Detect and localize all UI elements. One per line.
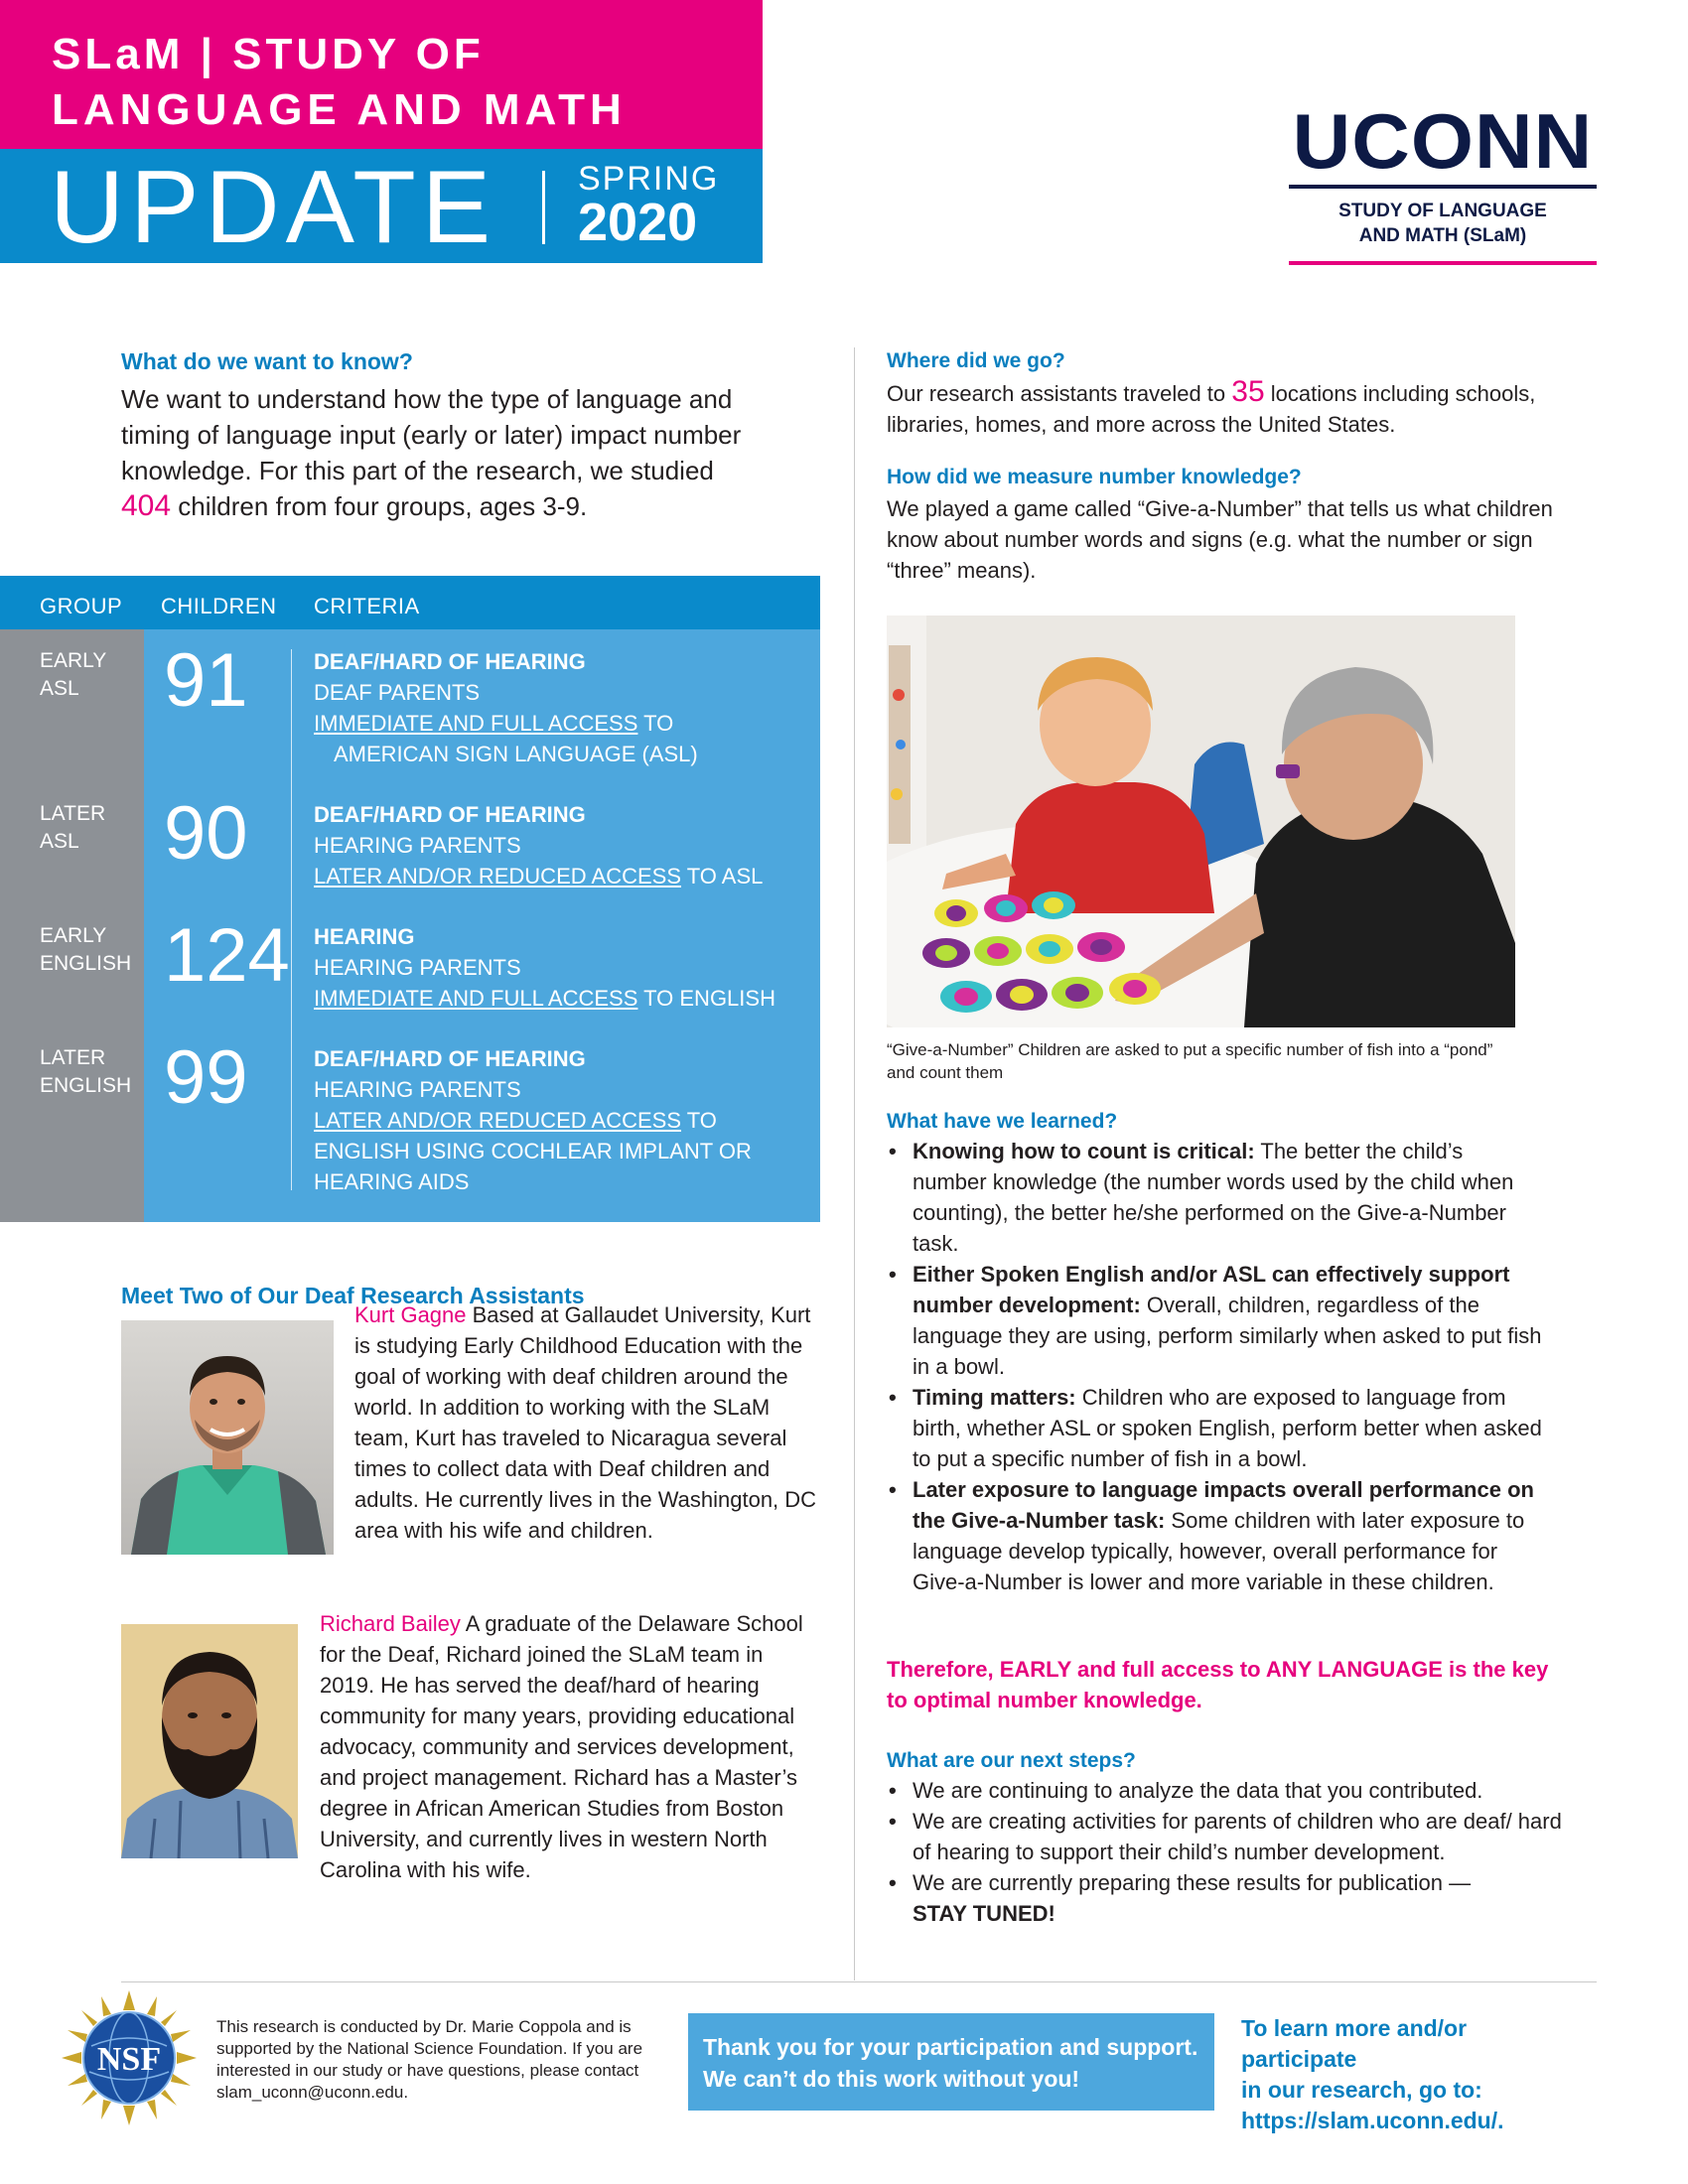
table-vertical-rule [291,649,292,1190]
criteria-parents: HEARING PARENTS [314,1077,521,1102]
intro-text-after: children from four groups, ages 3-9. [178,491,588,521]
where-paragraph [887,376,1602,440]
intro-text: We want to understand how the type of language and timing of language input (early or later) impact number knowledge. For this part of the research, we studied [121,384,742,485]
criteria-access [314,1105,810,1136]
header-title: UPDATE [50,150,497,265]
criteria-access-extra: HEARING AIDS [314,1169,470,1194]
criteria-parents: DEAF PARENTS [314,680,481,705]
table-row-group [40,800,105,856]
learned-item-text: Some children with later exposure to language develop typically, however, overall performance for Give-a-Number is lower and more variable in these children. [913,1508,1525,1594]
table-header [0,576,820,629]
give-a-number-photo [887,615,1515,1027]
criteria-parents: HEARING PARENTS [314,955,521,980]
group-line-2: ENGLISH [40,952,132,975]
header-line-2: LANGUAGE AND MATH [52,85,627,134]
table-col-group: GROUP [40,594,123,618]
table-row-criteria [314,646,810,769]
kurt-name: Kurt Gagne [354,1302,467,1327]
criteria-access-rest: TO ASL [681,864,764,888]
criteria-access-underlined: LATER AND/OR REDUCED ACCESS [314,864,682,888]
kurt-bio [354,1299,821,1546]
table-row-criteria [314,921,810,1014]
table-row-children: 91 [164,638,248,723]
give-a-number-image [887,615,1515,1027]
criteria-access [314,708,810,739]
learned-item-bold: Either Spoken English and/or ASL can effectively support number development: [913,1262,1510,1317]
thanks-line-2: We can’t do this work without you! [703,2066,1080,2092]
logo-subtitle-line-1: STUDY OF LANGUAGE [1338,201,1547,221]
criteria-access [314,983,810,1014]
table-row-group [40,922,131,978]
header-divider [542,171,545,244]
nsf-logo [62,1990,197,2125]
conclusion: Therefore, EARLY and full access to ANY LANGUAGE is the key to optimal number knowledge. [887,1657,1549,1712]
where-heading: Where did we go? [887,349,1065,372]
learned-item [887,1136,1542,1259]
criteria-access-underlined: IMMEDIATE AND FULL ACCESS [314,711,638,736]
logo-subtitle [1289,199,1597,248]
criteria-access-extra: ENGLISH USING COCHLEAR IMPLANT OR [314,1139,752,1163]
criteria-bold: DEAF/HARD OF HEARING [314,649,586,674]
group-line-1: EARLY [40,649,107,672]
criteria-bold: DEAF/HARD OF HEARING [314,802,586,827]
kurt-bio-text: Based at Gallaudet University, Kurt is studying Early Childhood Education with the goal of working with deaf children around the world. In addition to working with the SLaM team, Kurt has traveled to Nicaragua several times to collect data with Deaf children and adults. He currently lives in the Washington, DC area with his wife and children. [354,1302,817,1543]
next-steps-heading: What are our next steps? [887,1749,1136,1772]
table-row-children: 124 [164,913,290,998]
group-line-2: ASL [40,830,79,853]
richard-portrait-image [121,1624,298,1858]
table-row-criteria [314,799,810,891]
learned-item-text: The better the child’s number knowledge (the number words used by the child when counting), the better he/she performed on the Give-a-Number task. [913,1139,1514,1256]
group-line-2: ENGLISH [40,1074,132,1097]
logo-pink-rule [1289,261,1597,265]
learn-line-1: To learn more and/or participate [1241,2015,1468,2072]
intro-paragraph [121,381,796,524]
learn-more [1241,2013,1579,2136]
learned-item-text: Children who are exposed to language from birth, whether ASL or spoken English, perform better when asked to put a specific number of fish in a bowl. [913,1385,1542,1471]
richard-bio [320,1608,821,1885]
criteria-access-underlined: LATER AND/OR REDUCED ACCESS [314,1108,682,1133]
criteria-access-underlined: IMMEDIATE AND FULL ACCESS [314,986,638,1011]
kurt-portrait-image [121,1320,334,1555]
measure-text: We played a game called “Give-a-Number” that tells us what children know about number words and signs (e.g. what the number or sign “three” means). [887,496,1553,583]
criteria-parents: HEARING PARENTS [314,833,521,858]
next-step-item [887,1867,1562,1929]
header-season: SPRING [578,160,720,198]
learned-list [887,1136,1542,1597]
table-col-criteria: CRITERIA [314,594,420,618]
learned-item [887,1259,1542,1382]
contact-email-link[interactable]: slam_uconn@uconn.edu [216,2083,404,2102]
kurt-photo [121,1320,334,1555]
next-steps-list [887,1775,1562,1929]
nsf-logo-text: NSF [96,2041,162,2078]
group-line-1: EARLY [40,924,107,947]
learned-item-bold: Knowing how to count is critical: [913,1139,1255,1163]
table-row-criteria [314,1043,810,1197]
richard-bio-text: A graduate of the Delaware School for the Deaf, Richard joined the SLaM team in 2019. He has served the deaf/hard of hearing community for many years, providing educational advocacy, community and services development, and project management. Richard has a Master’s degree in African American Studies from Boston University, and currently lives in western North Carolina with his wife. [320,1611,803,1882]
table-col-children: CHILDREN [161,594,277,618]
table-row-group [40,1044,131,1100]
column-divider [854,347,855,1980]
photo-caption: “Give-a-Number” Children are asked to put a specific number of fish into a “pond” and count them [887,1040,1493,1082]
measure-heading: How did we measure number knowledge? [887,466,1302,488]
learned-item-text: Overall, children, regardless of the language they are using, perform similarly when asked to put fish in a bowl. [913,1293,1542,1379]
richard-name: Richard Bailey [320,1611,461,1636]
learn-line-2: in our research, go to: [1241,2077,1482,2103]
where-count: 35 [1231,375,1265,408]
table-row-children: 99 [164,1035,248,1120]
group-line-2: ASL [40,677,79,700]
intro-heading: What do we want to know? [121,348,413,374]
criteria-access-rest: TO ENGLISH [637,986,775,1011]
criteria-access-rest: TO [637,711,674,736]
learned-item-bold: Timing matters: [913,1385,1076,1410]
footer-credit [216,2016,673,2104]
criteria-access [314,861,810,891]
logo-rule [1289,185,1597,189]
thanks-message [703,2031,1209,2095]
assistants-heading: Meet Two of Our Deaf Research Assistants [121,1283,585,1308]
where-text-after: locations including schools, libraries, homes, and more across the United States. [887,381,1536,437]
learned-item [887,1382,1542,1474]
uconn-logo: UCONN [1292,97,1594,185]
thanks-line-1: Thank you for your participation and support. [703,2034,1198,2060]
intro-count: 404 [121,489,172,522]
table-row-children: 90 [164,791,248,876]
logo-subtitle-line-2: AND MATH (SLaM) [1358,225,1527,246]
nsf-seal-icon [62,1990,197,2125]
criteria-access-extra: AMERICAN SIGN LANGUAGE (ASL) [334,742,698,766]
header-year: 2020 [578,193,698,252]
next-step-text: We are currently preparing these results for publication — [913,1870,1472,1895]
learn-more-link[interactable]: https://slam.uconn.edu/. [1241,2108,1504,2133]
learned-item [887,1474,1542,1597]
footer-credit-text: This research is conducted by Dr. Marie Coppola and is supported by the National Science Foundation. If you are interested in our study or have questions, please contact [216,2017,643,2080]
table-row-group [40,647,106,703]
learned-item-bold: Later exposure to language impacts overall performance on the Give-a-Number task: [913,1477,1534,1533]
criteria-access-rest: TO [681,1108,717,1133]
criteria-bold: DEAF/HARD OF HEARING [314,1046,586,1071]
footer-credit-end: . [403,2083,409,2102]
criteria-bold: HEARING [314,924,415,949]
footer-divider [121,1981,1597,1982]
next-step-item: • We are creating activities for parents of children who are deaf/ hard of hearing to support their child’s number development. [887,1806,1562,1867]
where-text: Our research assistants traveled to [887,381,1232,406]
stay-tuned: STAY TUNED! [913,1901,1055,1926]
header-line-1: SLaM | STUDY OF [52,30,485,78]
group-line-1: LATER [40,1046,106,1069]
learned-heading: What have we learned? [887,1110,1118,1133]
group-line-1: LATER [40,802,106,825]
richard-photo [121,1624,298,1858]
next-step-item: • We are continuing to analyze the data that you contributed. [887,1775,1562,1806]
